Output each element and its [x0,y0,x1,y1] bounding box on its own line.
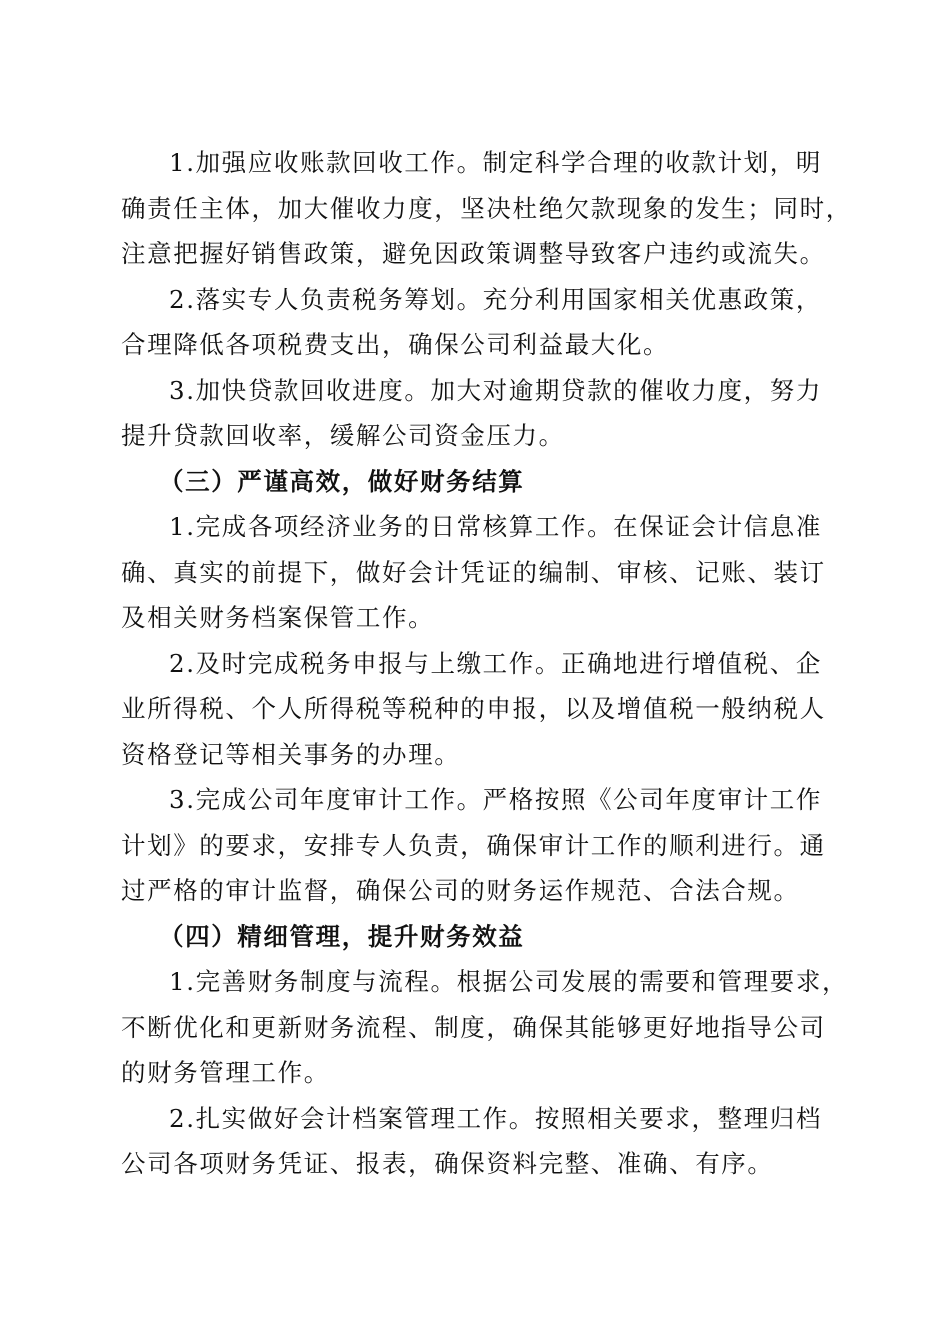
text-line: 业所得税、个人所得税等税种的申报，以及增值税一般纳税人 [121,694,826,723]
text-line: 过严格的审计监督，确保公司的财务运作规范、合法合规。 [121,876,800,905]
text-line: 1.完善财务制度与流程。根据公司发展的需要和管理要求， [169,967,849,996]
text-line: 3.加快贷款回收进度。加大对逾期贷款的催收力度，努力 [169,375,822,405]
text-line: 及相关财务档案保管工作。 [121,603,435,632]
text-line: 公司各项财务凭证、报表，确保资料完整、准确、有序。 [121,1149,774,1178]
section-heading: （三）严谨高效，做好财务结算 [159,466,525,496]
text-line: 1.完成各项经济业务的日常核算工作。在保证会计信息准 [169,512,822,541]
text-line: 合理降低各项税费支出，确保公司利益最大化。 [121,330,670,359]
text-line: 2.落实专人负责税务筹划。充分利用国家相关优惠政策， [169,284,822,314]
text-line: 2.及时完成税务申报与上缴工作。正确地进行增值税、企 [169,648,822,678]
text-line: 注意把握好销售政策，避免因政策调整导致客户违约或流失。 [121,239,826,268]
text-line: 计划》的要求，安排专人负责，确保审计工作的顺利进行。通 [121,830,826,860]
section-heading: （四）精细管理，提升财务效益 [159,921,525,951]
document-body [121,140,852,1187]
text-line: 资格登记等相关事务的办理。 [121,739,461,769]
text-line: 1.加强应收账款回收工作。制定科学合理的收款计划，明 [169,148,822,177]
text-line: 确责任主体，加大催收力度，坚决杜绝欠款现象的发生；同时， [121,193,852,223]
text-line: 不断优化和更新财务流程、制度，确保其能够更好地指导公司 [121,1012,826,1042]
text-line: 3.完成公司年度审计工作。严格按照《公司年度审计工作 [169,785,822,814]
text-line: 2.扎实做好会计档案管理工作。按照相关要求，整理归档 [169,1103,822,1133]
text-line: 提升贷款回收率，缓解公司资金压力。 [121,421,565,450]
text-line: 的财务管理工作。 [121,1058,330,1087]
text-line: 确、真实的前提下，做好会计凭证的编制、审核、记账、装订 [121,557,826,587]
